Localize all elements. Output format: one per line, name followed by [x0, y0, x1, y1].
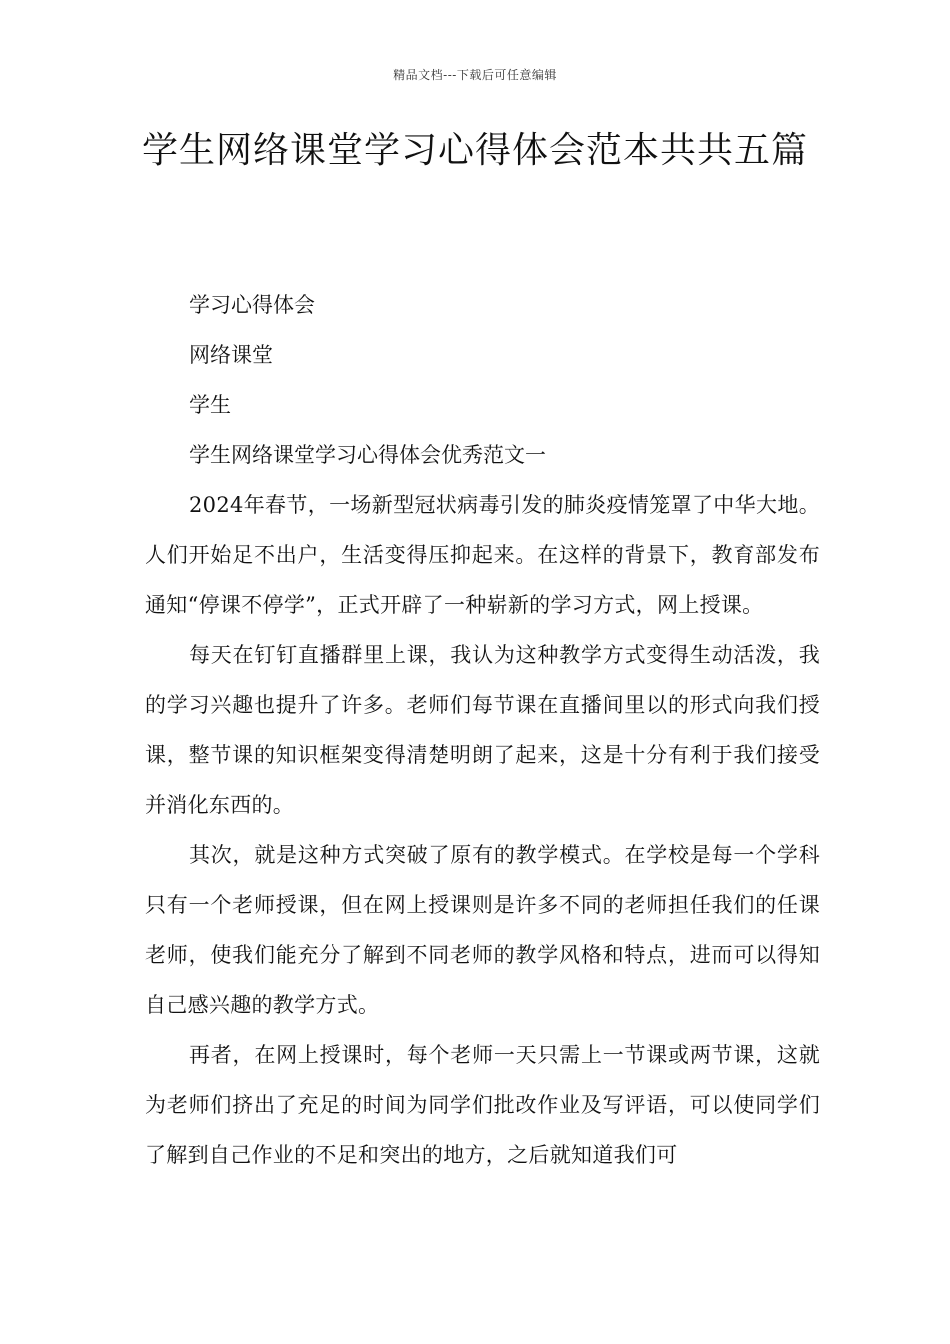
- keyword-2: 网络课堂: [189, 343, 273, 367]
- keyword-3: 学生: [189, 393, 231, 417]
- paragraph-2: 每天在钉钉直播群里上课，我认为这种教学方式变得生动活泼，我的学习兴趣也提升了许多。老师们每节课在直播间里以的形式向我们授课，整节课的知识框架变得清楚明朗了起来，这是十分有利于我们接受并消化东西的。: [145, 643, 820, 817]
- document-title: 学生网络课堂学习心得体会范本共共五篇: [141, 130, 808, 171]
- header-note: 精品文档---下载后可任意编辑: [393, 68, 557, 82]
- paragraph-1: 2024年春节，一场新型冠状病毒引发的肺炎疫情笼罩了中华大地。人们开始足不出户，生活变得压抑起来。在这样的背景下，教育部发布通知“停课不停学”，正式开辟了一种崭新的学习方式，网上授课。: [145, 493, 820, 617]
- paragraph-4: 再者，在网上授课时，每个老师一天只需上一节课或两节课，这就为老师们挤出了充足的时间为同学们批改作业及写评语，可以使同学们了解到自己作业的不足和突出的地方，之后就知道我们可: [145, 1043, 820, 1167]
- paragraph-3: 其次，就是这种方式突破了原有的教学模式。在学校是每一个学科只有一个老师授课，但在网上授课则是许多不同的老师担任我们的任课老师，使我们能充分了解到不同老师的教学风格和特点，进而可以得知自己感兴趣的教学方式。: [145, 843, 820, 1017]
- document-body: [145, 280, 820, 1180]
- keyword-1: 学习心得体会: [189, 293, 315, 317]
- section-title: 学生网络课堂学习心得体会优秀范文一: [189, 443, 546, 467]
